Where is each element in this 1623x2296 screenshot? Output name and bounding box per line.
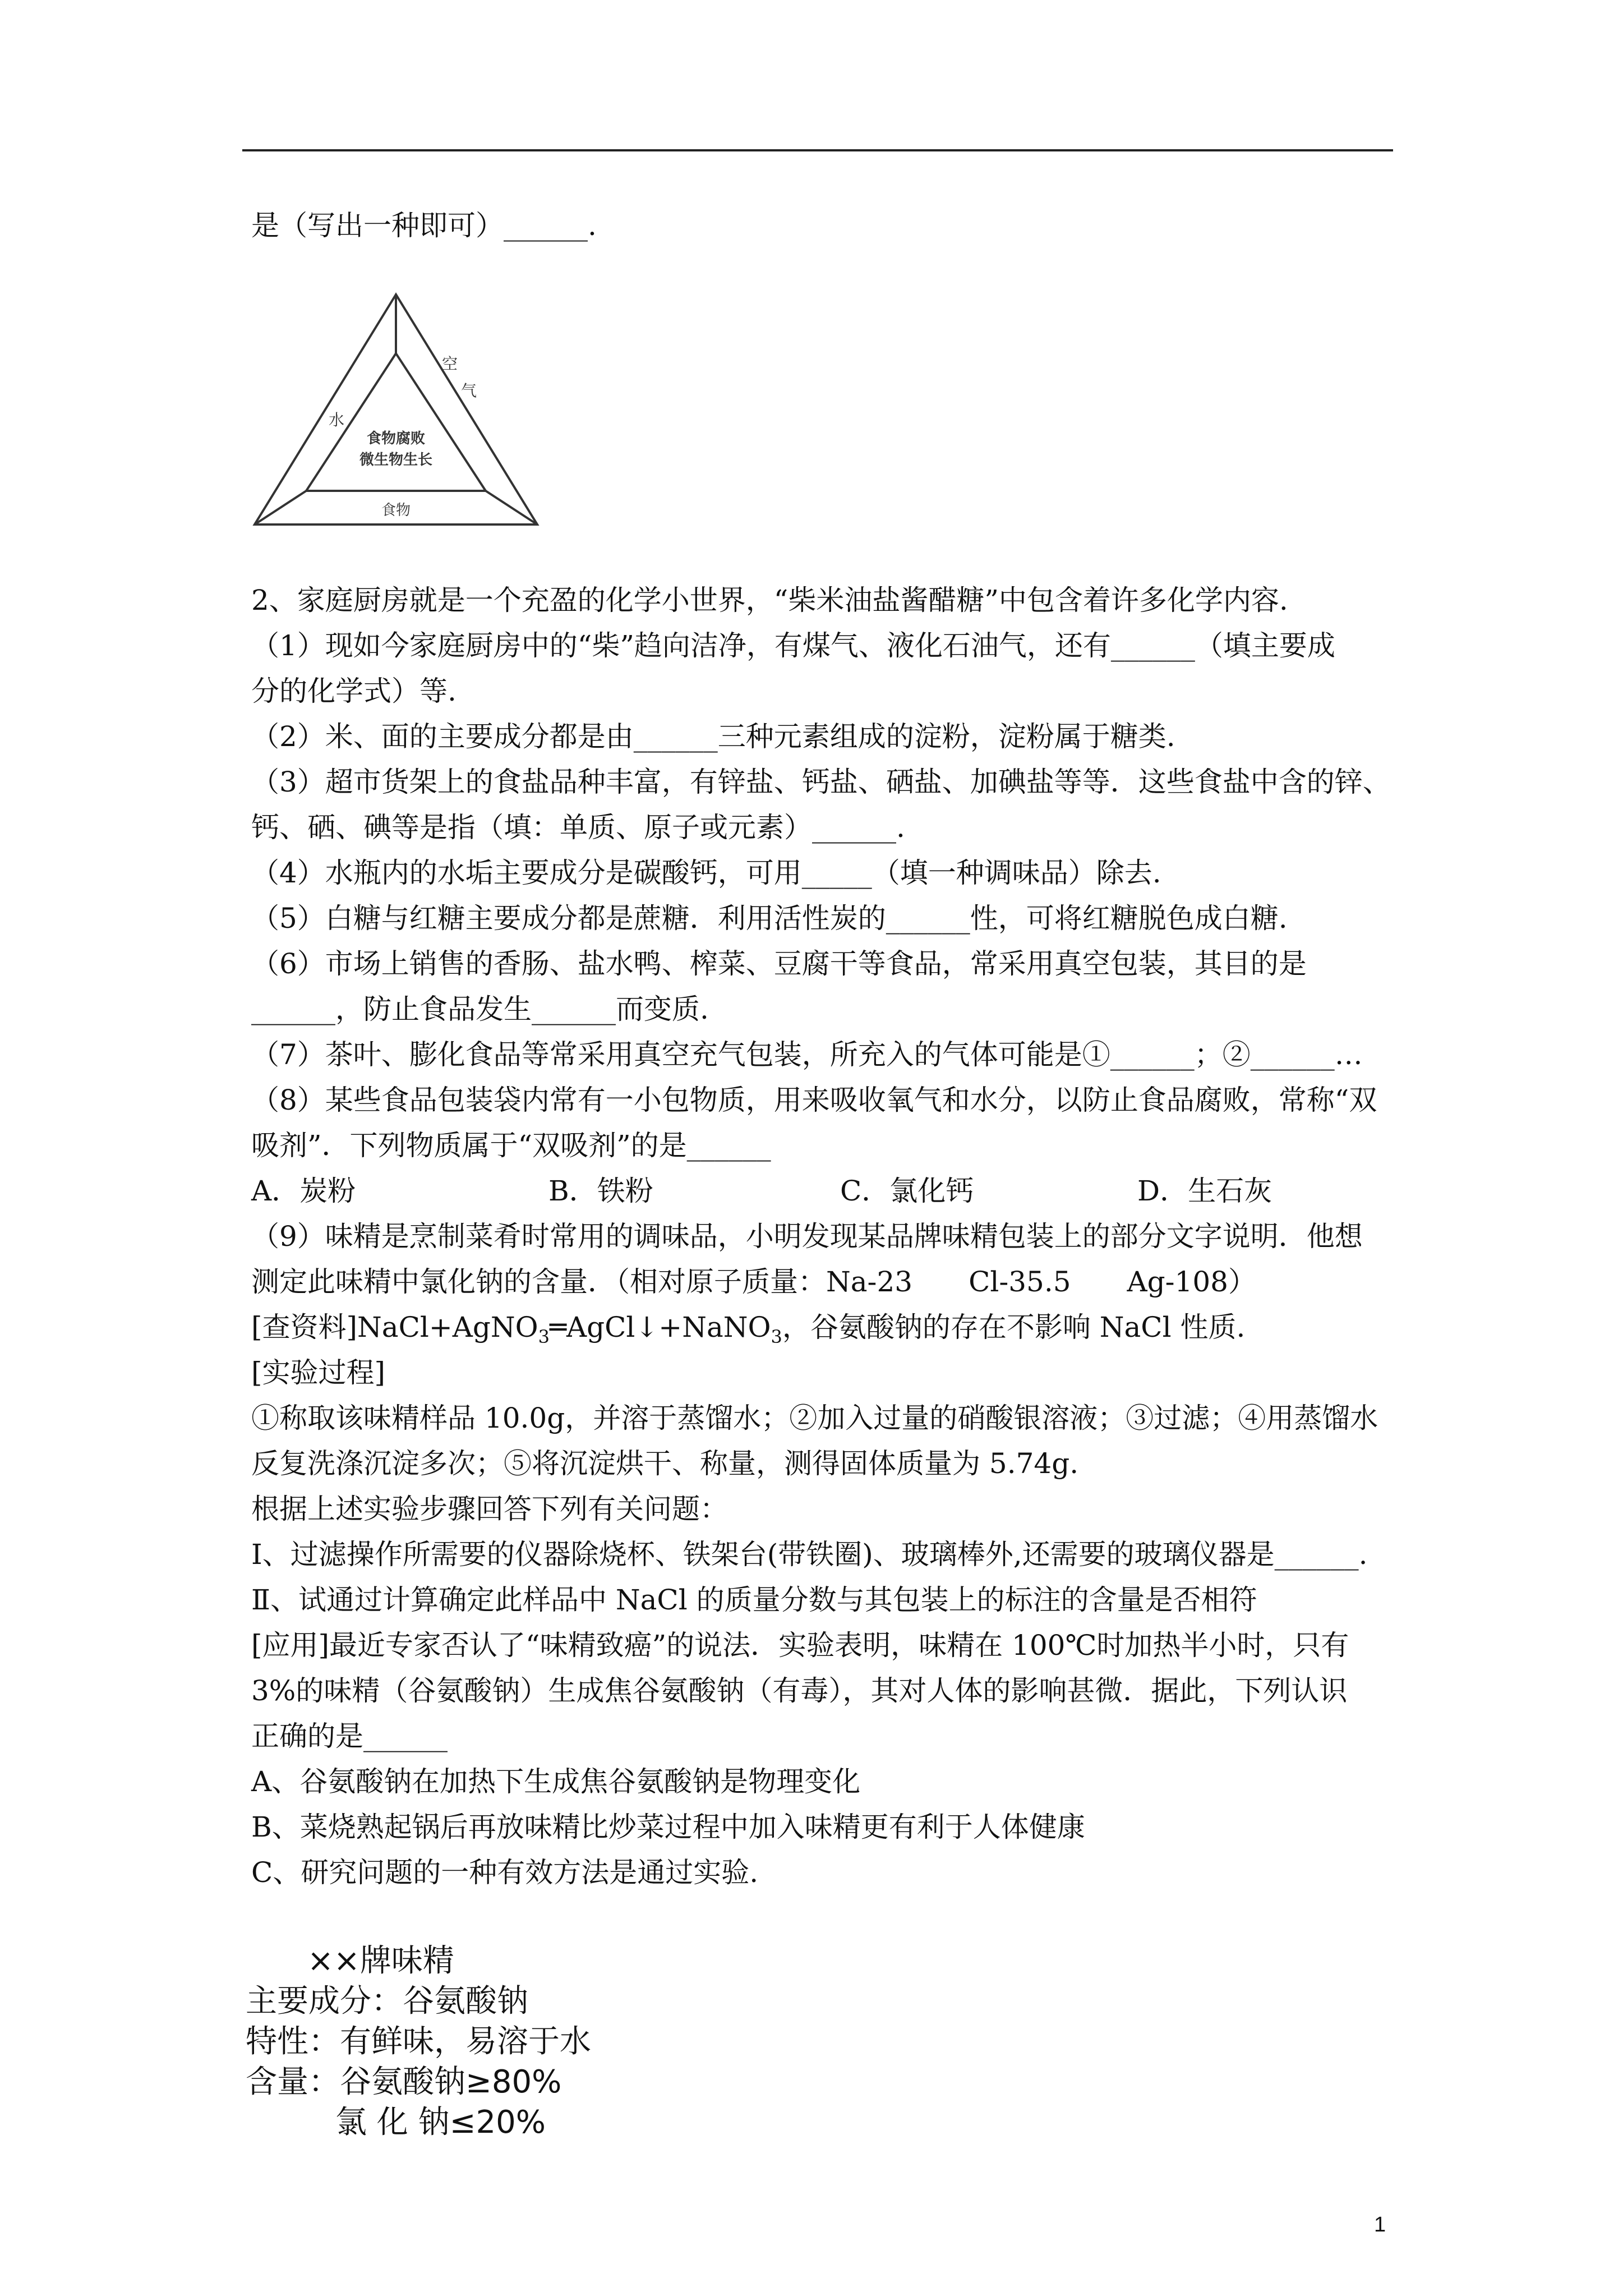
q2-options [251,1174,1272,1208]
ref-post: ，谷氨酸钠的存在不影响 NaCl 性质. [782,1311,1246,1343]
question-ii: Ⅱ、试通过计算确定此样品中 NaCl 的质量分数与其包装上的标注的含量是否相符 [251,1584,1257,1616]
label-food: 食物 [381,502,411,519]
label-air-2: 气 [461,381,477,400]
label-center-2: 微生物生长 [359,452,433,468]
application-3: 正确的是______ [251,1720,448,1752]
q2-p1a: （1）现如今家庭厨房中的“柴”趋向洁净，有煤气、液化石油气，还有______（填主要成 [251,629,1335,662]
triangle-figure [245,286,547,533]
q2-p7: （7）茶叶、膨化食品等常采用真空充气包装，所充入的气体可能是①______；②______… [251,1038,1363,1071]
q2-p6a: （6）市场上销售的香肠、盐水鸭、榨菜、豆腐干等食品，常采用真空包装，其目的是 [251,947,1307,980]
q2-p4: （4）水瓶内的水垢主要成分是碳酸钙，可用_____（填一种调味品）除去. [251,857,1161,889]
q2-p3a: （3）超市货架上的食盐品种丰富，有锌盐、钙盐、硒盐、加碘盐等等．这些食盐中含的锌、 [251,766,1391,798]
q2-p8a: （8）某些食品包装袋内常有一小包物质，用来吸收氧气和水分，以防止食品腐败，常称“双 [251,1084,1377,1116]
food-spoilage-diagram [245,286,547,535]
ref-sub2: 3 [771,1326,782,1347]
ref-sub1: 3 [538,1326,550,1347]
page-number: 1 [1374,2213,1386,2237]
q2-p9a: （9）味精是烹制菜肴时常用的调味品，小明发现某品牌味精包装上的部分文字说明．他想 [251,1220,1363,1253]
label-content-1: 含量：谷氨酸钠≥80% [246,2064,562,2100]
exp-title: [实验过程] [251,1356,386,1389]
q2-p8b: 吸剂”．下列物质属于“双吸剂”的是______ [251,1129,771,1162]
option-d: D．生石灰 [1137,1175,1272,1207]
application-1: [应用]最近专家否认了“味精致癌”的说法．实验表明，味精在 100℃时加热半小时，只有 [251,1629,1349,1662]
label-main: 主要成分：谷氨酸钠 [246,1983,528,2019]
answer-c: C、研究问题的一种有效方法是通过实验. [251,1856,759,1889]
intro-line: 是（写出一种即可）______. [251,209,597,242]
option-a: A．炭粉 [251,1175,356,1207]
q2-p3b: 钙、硒、碘等是指（填：单质、原子或元素）______. [251,811,905,844]
reference-equation [251,1310,1245,1354]
ref-pre: [查资料]NaCl+AgNO [251,1311,538,1343]
label-air-1: 空 [442,355,458,373]
label-brand: ××牌味精 [307,1943,454,1979]
exp-step-2: 反复洗涤沉淀多次；⑤将沉淀烘干、称量，测得固体质量为 5.74g. [251,1447,1079,1480]
header-rule [242,149,1393,151]
ref-mid: ═AgCl↓+NaNO [549,1311,771,1343]
exp-step-1: ①称取该味精样品 10.0g，并溶于蒸馏水；②加入过量的硝酸银溶液；③过滤；④用蒸馏水 [251,1402,1378,1434]
q2-p2: （2）米、面的主要成分都是由______三种元素组成的淀粉，淀粉属于糖类. [251,720,1175,753]
q2-p9b: 测定此味精中氯化钠的含量．（相对原子质量：Na-23 Cl-35.5 Ag-108） [251,1266,1256,1298]
ask-line: 根据上述实验步骤回答下列有关问题： [251,1493,728,1525]
q2-title: 2、家庭厨房就是一个充盈的化学小世界，“柴米油盐酱醋糖”中包含着许多化学内容. [251,584,1288,616]
answer-a: A、谷氨酸钠在加热下生成焦谷氨酸钠是物理变化 [251,1765,861,1798]
label-water: 水 [329,411,345,429]
q2-p1b: 分的化学式）等. [251,675,457,707]
option-b: B．铁粉 [548,1175,653,1207]
question-i: Ⅰ、过滤操作所需要的仪器除烧杯、铁架台(带铁圈)、玻璃棒外,还需要的玻璃仪器是______. [251,1538,1368,1571]
q2-p5: （5）白糖与红糖主要成分都是蔗糖．利用活性炭的______性，可将红糖脱色成白糖. [251,902,1288,935]
option-c: C．氯化钙 [840,1175,974,1207]
label-trait: 特性：有鲜味，易溶于水 [246,2023,591,2060]
label-content-2: 氯 化 钠≤20% [335,2104,546,2141]
application-2: 3%的味精（谷氨酸钠）生成焦谷氨酸钠（有毒），其对人体的影响甚微．据此，下列认识 [251,1674,1348,1707]
q2-p6b: ______，防止食品发生______而变质. [251,993,709,1025]
answer-b: B、菜烧熟起锅后再放味精比炒菜过程中加入味精更有利于人体健康 [251,1811,1085,1843]
msg-label [246,1941,591,2143]
label-center-1: 食物腐败 [366,430,426,447]
